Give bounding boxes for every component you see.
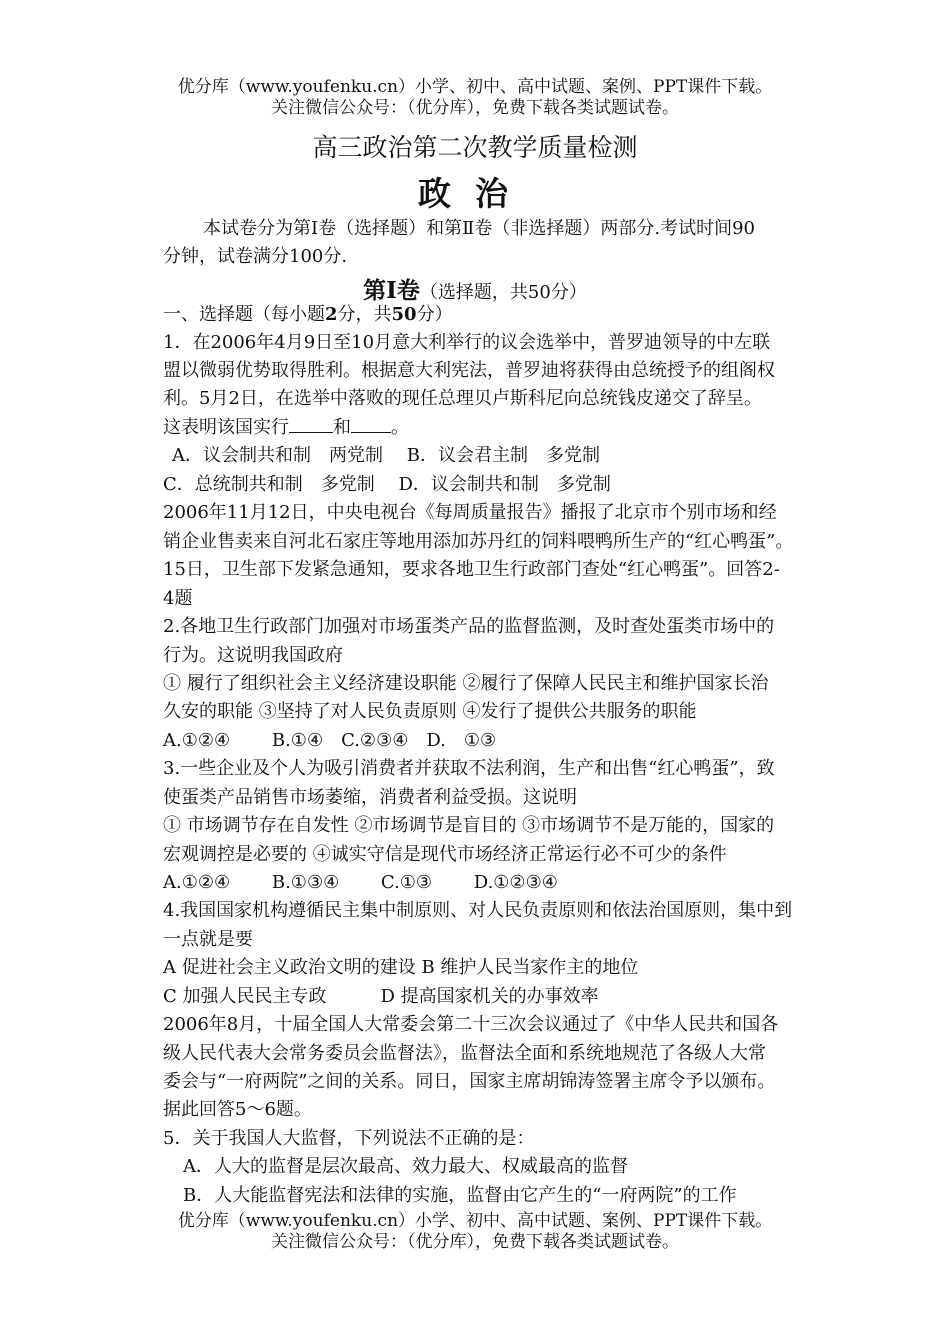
header-line-1: 优分库（www.youfenku.cn）小学、初中、高中试题、案例、PPT课件下载。: [177, 77, 773, 97]
part-mid: 分，共: [337, 304, 392, 325]
q1-stem: 这表明该国实行: [163, 417, 289, 438]
q1-end: 。: [391, 417, 409, 438]
q4-options-ab: A 促进社会主义政治文明的建设 B 维护人民当家作主的地位: [163, 957, 639, 978]
answer-blank-2: [351, 414, 391, 433]
section-heading: [0, 272, 950, 305]
intro-line-2: 分钟，试卷满分100分.: [163, 246, 348, 267]
material-2-line-3: 委会与“一府两院”之间的关系。同日，国家主席胡锦涛签署主席令予以颁布。: [163, 1071, 776, 1092]
material-2-line-2: 级人民代表大会常务委员会监督法》，监督法全面和系统地规范了各级人大常: [163, 1043, 766, 1064]
part-heading: [163, 302, 453, 328]
q4-line-1: 4.我国国家机构遵循民主集中制原则、对人民负责原则和依法治国原则，集中到: [163, 900, 793, 921]
q1-line-3: 利。5月2日，在选举中落败的现任总理贝卢斯科尼向总统钱皮递交了辞呈。: [163, 388, 762, 409]
q1-line-2: 盟以微弱优势取得胜利。根据意大利宪法，普罗迪将获得由总统授予的组阁权: [163, 360, 775, 381]
q3-options: A.①②④ B.①③④ C.①③ D.①②③④: [163, 872, 558, 893]
q5-stem: 5．关于我国人大监督，下列说法不正确的是：: [163, 1128, 535, 1149]
q3-line-3: ① 市场调节存在自发性 ②市场调节是盲目的 ③市场调节不是万能的，国家的: [163, 815, 775, 836]
q1-options-ab: A．议会制共和制 两党制 B．议会君主制 多党制: [172, 445, 600, 466]
section-label: 第Ⅰ卷: [363, 277, 420, 304]
q2-line-4: 久安的职能 ③坚持了对人民负责原则 ④发行了提供公共服务的职能: [163, 701, 697, 722]
q1-line-1: 1．在2006年4月9日至10月意大利举行的议会选举中，普罗迪领导的中左联: [163, 332, 771, 353]
q3-line-2: 使蛋类产品销售市场萎缩，消费者利益受损。这说明: [163, 787, 577, 808]
exam-title: 高三政治第二次教学质量检测: [312, 133, 638, 162]
material-1-line-1: 2006年11月12日，中央电视台《每周质量报告》播报了北京市个别市场和经: [163, 502, 777, 523]
footer-line-1: 优分库（www.youfenku.cn）小学、初中、高中试题、案例、PPT课件下载。: [177, 1211, 773, 1231]
q1-conjunction: 和: [333, 417, 351, 438]
header-line-2: 关注微信公众号：（优分库），免费下载各类试题试卷。: [271, 98, 679, 118]
part-points: 2: [325, 304, 338, 325]
material-1-line-4: 4题: [163, 588, 193, 609]
q5-option-a: A．人大的监督是层次最高、效力最大、权威最高的监督: [183, 1156, 628, 1177]
part-prefix: 一、选择题（每小题: [163, 304, 325, 325]
q2-line-1: 2.各地卫生行政部门加强对市场蛋类产品的监督监测，及时查处蛋类市场中的: [163, 616, 775, 637]
material-1-line-3: 15日，卫生部下发紧急通知，要求各地卫生行政部门查处“红心鸭蛋”。回答2-: [163, 559, 780, 580]
q3-line-4: 宏观调控是必要的 ④诚实守信是现代市场经济正常运行必不可少的条件: [163, 844, 727, 865]
subject-title: 政治: [418, 174, 532, 213]
q3-line-1: 3.一些企业及个人为吸引消费者并获取不法利润，生产和出售“红心鸭蛋”，致: [163, 758, 775, 779]
q2-line-2: 行为。这说明我国政府: [163, 645, 343, 666]
answer-blank-1: [289, 414, 333, 433]
q2-options: A.①②④ B.①④ C.②③④ D. ①③: [163, 730, 497, 751]
q4-options-cd: C 加强人民民主专政 D 提高国家机关的办事效率: [163, 986, 599, 1007]
material-2-line-1: 2006年8月，十届全国人大常委会第二十三次会议通过了《中华人民共和国各: [163, 1014, 779, 1035]
q1-line-4: [163, 414, 409, 441]
material-2-line-4: 据此回答5～6题。: [163, 1099, 312, 1120]
material-1-line-2: 销企业售卖来自河北石家庄等地用添加苏丹红的饲料喂鸭所生产的“红心鸭蛋”。: [163, 531, 794, 552]
footer-line-2: 关注微信公众号：（优分库），免费下载各类试题试卷。: [271, 1232, 679, 1252]
q4-line-2: 一点就是要: [163, 929, 253, 950]
intro-line-1: 本试卷分为第Ⅰ卷（选择题）和第Ⅱ卷（非选择题）两部分.考试时间90: [203, 218, 755, 239]
part-total: 50: [391, 304, 417, 325]
q2-line-3: ① 履行了组织社会主义经济建设职能 ②履行了保障人民民主和维护国家长治: [163, 673, 769, 694]
q1-options-cd: C．总统制共和制 多党制 D．议会制共和制 多党制: [163, 474, 611, 495]
part-suffix: 分）: [416, 304, 453, 325]
q5-option-b: B．人大能监督宪法和法律的实施，监督由它产生的“一府两院”的工作: [183, 1185, 737, 1206]
section-note: （选择题，共50分）: [419, 282, 587, 303]
